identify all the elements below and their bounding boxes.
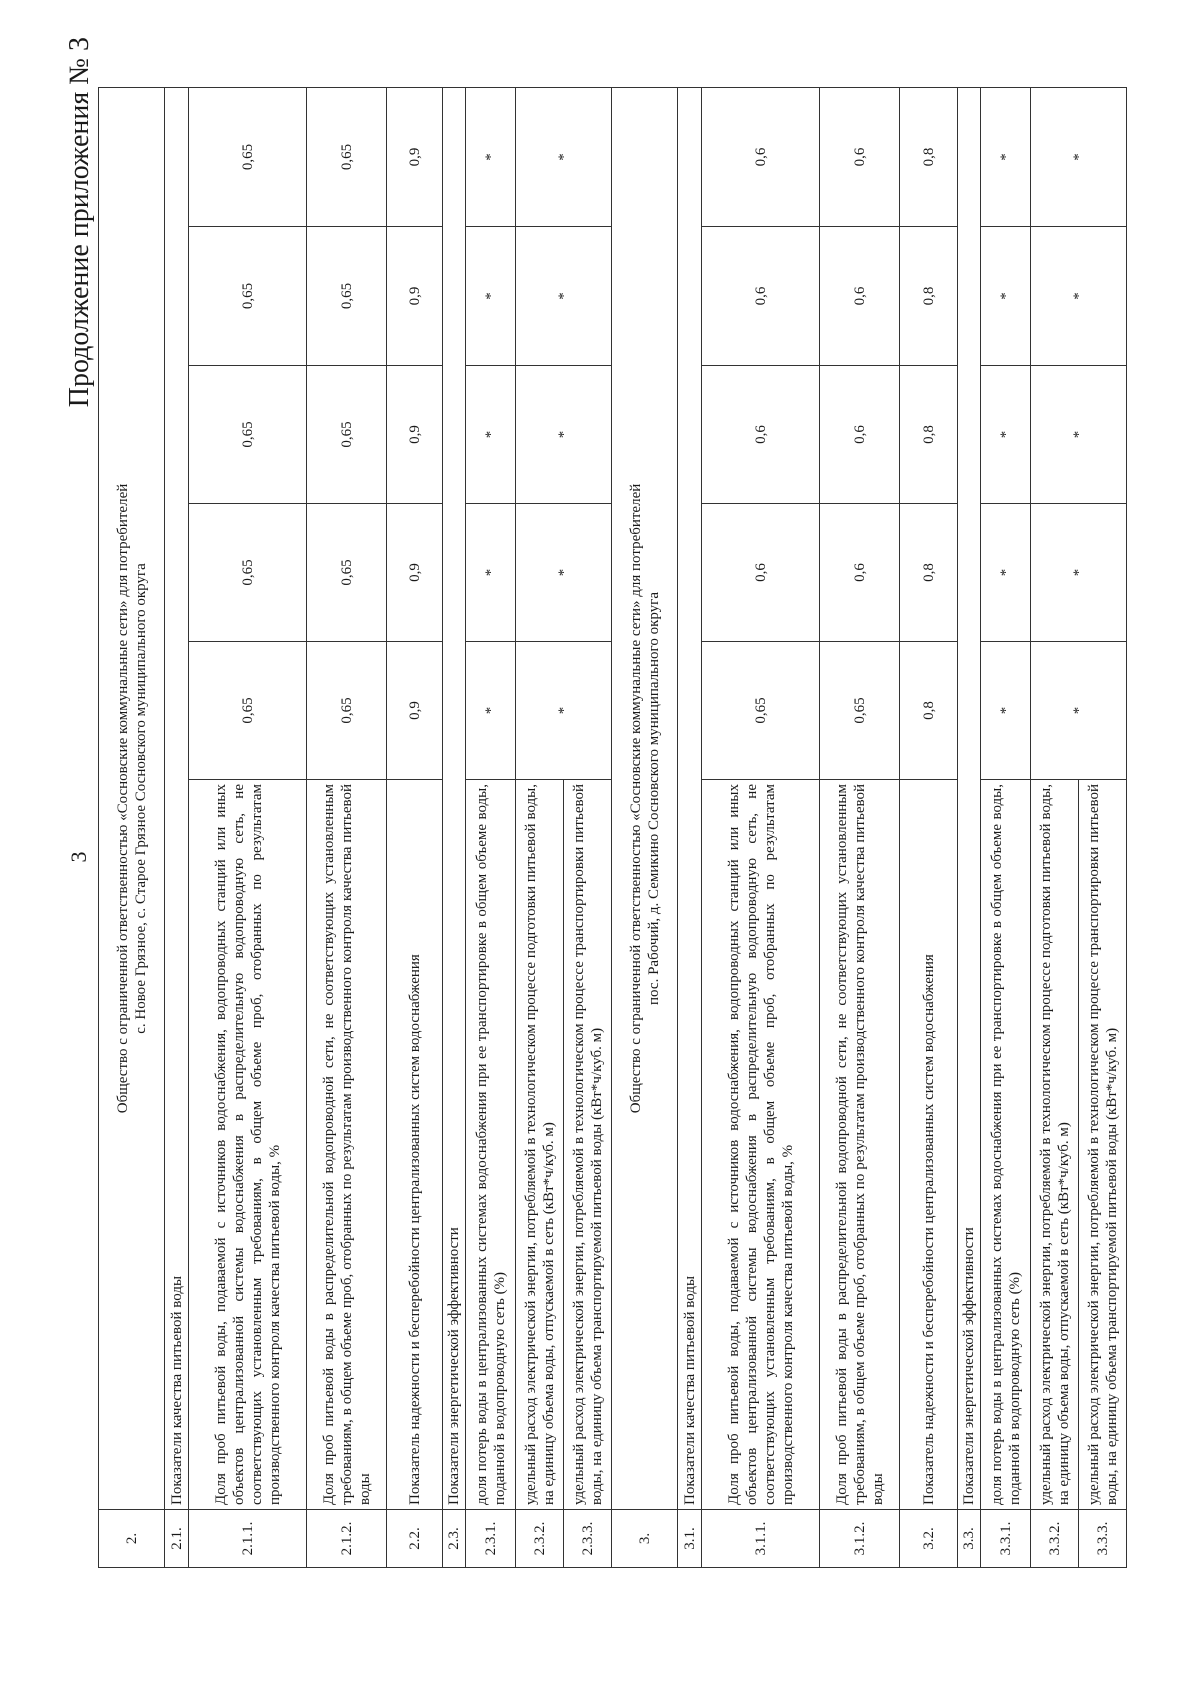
value-cell: 0,65 — [189, 227, 307, 366]
row-text: Показатели энергетической эффективности — [443, 88, 466, 1510]
row-text: Доля проб питьевой воды, подаваемой с источников водоснабжения, водопроводных станций или иных объектов централизованной системы водоснабжения в распределительную водопроводную сеть, не соответствующих установленным требованиям, в общем объеме проб, отобранных по результатам производственного контроля качества питьевой воды, % — [189, 780, 307, 1510]
value-cell: 0,65 — [189, 88, 307, 227]
row-text: Показатели качества питьевой воды — [678, 88, 702, 1510]
value-cell: * — [1031, 227, 1127, 366]
row-number: 3.1.2. — [820, 1510, 900, 1568]
value-cell: 0,6 — [820, 504, 900, 642]
group-row — [443, 88, 466, 1568]
value-cell: 0,65 — [189, 504, 307, 642]
row-number: 2.2. — [387, 1510, 443, 1568]
value-cell: 0,65 — [189, 366, 307, 504]
value-cell: 0,65 — [307, 88, 387, 227]
value-cell: 0,6 — [702, 366, 820, 504]
table-row — [466, 88, 516, 1568]
value-cell: 0,65 — [820, 642, 900, 780]
row-text: Доля проб питьевой воды, подаваемой с источников водоснабжения, водопроводных станций или иных объектов централизованной системы водоснабжения в распределительную водопроводную сеть, не соответствующих установленным требованиям, в общем объеме проб, отобранных по результатам производственного контроля качества питьевой воды, % — [702, 780, 820, 1510]
section-header-row — [612, 88, 678, 1568]
value-cell: 0,8 — [900, 366, 958, 504]
row-number: 2.3. — [443, 1510, 466, 1568]
table-row — [307, 88, 387, 1568]
section-title-line-1: Общество с ограниченной ответственностью «Сосновские коммунальные сети» для потребителей — [627, 483, 644, 1114]
table-row — [900, 88, 958, 1568]
value-cell: 0,6 — [820, 227, 900, 366]
row-text: доля потерь воды в централизованных системах водоснабжения при ее транспортировке в общем объеме воды, поданной в водопроводную сеть (%) — [981, 780, 1031, 1510]
row-text: Показатель надежности и бесперебойности централизованных систем водоснабжения — [387, 780, 443, 1510]
value-cell: * — [466, 642, 516, 780]
page-number: 3 — [66, 851, 91, 863]
indicators-table — [98, 87, 1127, 1568]
row-text: удельный расход электрической энергии, потребляемой в технологическом процессе подготовки питьевой воды, на единицу объема воды, отпускаемой в сеть (кВт*ч/куб. м) — [516, 780, 564, 1510]
row-number: 3.3. — [958, 1510, 981, 1568]
row-text: удельный расход электрической энергии, потребляемой в технологическом процессе подготовки питьевой воды, на единицу объема воды, отпускаемой в сеть (кВт*ч/куб. м) — [1031, 780, 1079, 1510]
row-number: 3.1.1. — [702, 1510, 820, 1568]
row-number: 2.1.1. — [189, 1510, 307, 1568]
row-number: 2.3.3. — [564, 1510, 612, 1568]
table-row — [702, 88, 820, 1568]
value-cell: 0,6 — [702, 504, 820, 642]
value-cell: * — [516, 504, 612, 642]
value-cell: 0,9 — [387, 642, 443, 780]
table-row — [189, 88, 307, 1568]
value-cell: * — [466, 227, 516, 366]
value-cell: 0,9 — [387, 366, 443, 504]
row-number: 3.2. — [900, 1510, 958, 1568]
row-text: Показатели качества питьевой воды — [165, 88, 189, 1510]
table-row — [516, 88, 564, 1568]
row-text: удельный расход электрической энергии, потребляемой в технологическом процессе транспортировки питьевой воды, на единицу объема транспортируемой питьевой воды (кВт*ч/куб. м) — [564, 780, 612, 1510]
section-number: 2. — [99, 1510, 165, 1568]
section-title-line-2: с. Новое Грязное, с. Старое Грязное Сосновского муниципального округа — [132, 563, 149, 1034]
value-cell: 0,8 — [900, 227, 958, 366]
value-cell: 0,65 — [307, 366, 387, 504]
value-cell: 0,6 — [820, 88, 900, 227]
value-cell: * — [981, 504, 1031, 642]
value-cell: * — [981, 88, 1031, 227]
row-number: 3.3.3. — [1079, 1510, 1127, 1568]
value-cell: 0,65 — [702, 642, 820, 780]
value-cell: * — [981, 366, 1031, 504]
value-cell: * — [516, 366, 612, 504]
row-text: Показатели энергетической эффективности — [958, 88, 981, 1510]
row-text: Доля проб питьевой воды в распределительной водопроводной сети, не соответствующих установленным требованиям, в общем объеме проб, отобранных по результатам производственного контроля качества питьевой воды — [820, 780, 900, 1510]
value-cell: 0,9 — [387, 504, 443, 642]
row-number: 3.1. — [678, 1510, 702, 1568]
row-text: Показатель надежности и бесперебойности централизованных систем водоснабжения — [900, 780, 958, 1510]
value-cell: 0,65 — [307, 642, 387, 780]
value-cell: * — [466, 88, 516, 227]
table-body — [99, 88, 1127, 1568]
row-number: 2.1. — [165, 1510, 189, 1568]
row-number: 3.3.1. — [981, 1510, 1031, 1568]
value-cell: 0,9 — [387, 227, 443, 366]
value-cell: 0,6 — [820, 366, 900, 504]
value-cell: 0,6 — [702, 88, 820, 227]
row-text: доля потерь воды в централизованных системах водоснабжения при ее транспортировке в общем объеме воды, поданной в водопроводную сеть (%) — [466, 780, 516, 1510]
value-cell: 0,9 — [387, 88, 443, 227]
table-row — [981, 88, 1031, 1568]
value-cell: 0,8 — [900, 504, 958, 642]
row-number: 3.3.2. — [1031, 1510, 1079, 1568]
section-title-line-2: пос. Рабочий, д. Семикино Сосновского муниципального округа — [645, 592, 662, 1005]
section-title-line-1: Общество с ограниченной ответственностью «Сосновские коммунальные сети» для потребителей — [114, 483, 131, 1114]
value-cell: * — [516, 88, 612, 227]
section-header-row — [99, 88, 165, 1568]
value-cell: * — [1031, 504, 1127, 642]
group-row — [958, 88, 981, 1568]
table-row — [387, 88, 443, 1568]
row-number: 2.3.1. — [466, 1510, 516, 1568]
value-cell: 0,8 — [900, 88, 958, 227]
value-cell: * — [1031, 88, 1127, 227]
section-number: 3. — [612, 1510, 678, 1568]
row-number: 2.1.2. — [307, 1510, 387, 1568]
section-title — [99, 88, 165, 1510]
value-cell: 0,8 — [900, 642, 958, 780]
value-cell: 0,65 — [307, 504, 387, 642]
document-caption: Продолжение приложения № 3 — [64, 37, 95, 408]
value-cell: * — [981, 642, 1031, 780]
value-cell: 0,65 — [307, 227, 387, 366]
row-number: 2.3.2. — [516, 1510, 564, 1568]
section-title — [612, 88, 678, 1510]
value-cell: * — [516, 642, 612, 780]
group-row — [678, 88, 702, 1568]
row-text: Доля проб питьевой воды в распределительной водопроводной сети, не соответствующих установленным требованиям, в общем объеме проб, отобранных по результатам производственного контроля качества питьевой воды — [307, 780, 387, 1510]
row-text: удельный расход электрической энергии, потребляемой в технологическом процессе транспортировки питьевой воды, на единицу объема транспортируемой питьевой воды (кВт*ч/куб. м) — [1079, 780, 1127, 1510]
value-cell: * — [516, 227, 612, 366]
value-cell: * — [1031, 642, 1127, 780]
table-row — [820, 88, 900, 1568]
value-cell: * — [981, 227, 1031, 366]
value-cell: 0,65 — [189, 642, 307, 780]
group-row — [165, 88, 189, 1568]
value-cell: * — [466, 504, 516, 642]
value-cell: * — [466, 366, 516, 504]
table-row — [1031, 88, 1079, 1568]
value-cell: 0,6 — [702, 227, 820, 366]
value-cell: * — [1031, 366, 1127, 504]
